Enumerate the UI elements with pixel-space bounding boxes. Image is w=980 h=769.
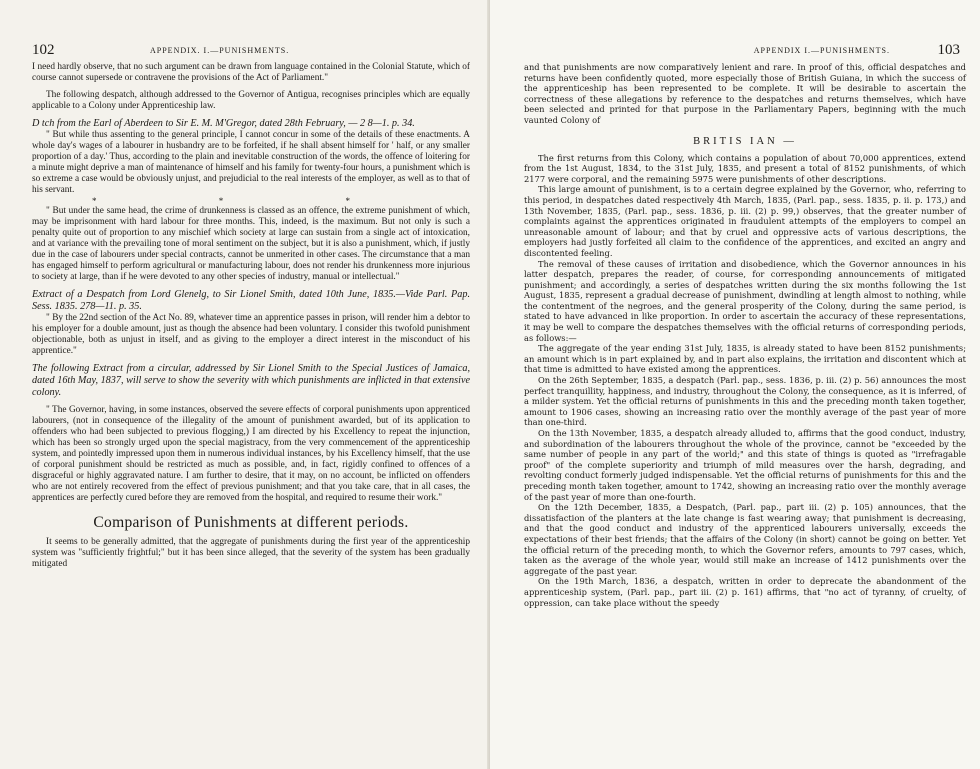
right-running-head bbox=[524, 40, 966, 62]
paragraph: The aggregate of the year ending 31st July, 1835, is already stated to have been 8152 punishments; an amount which is in part explained by, and in part also explains, the irritation and discontent which at that time is admitted to have existed among the apprentices. bbox=[524, 343, 966, 375]
left-running-title: APPENDIX. I.—PUNISHMENTS. bbox=[150, 46, 290, 55]
paragraph: On the 26th September, 1835, a despatch (Parl. pap., sess. 1836, p. iii. (2) p. 56) announces the most perfect tranquillity, happiness, and industry, throughout the Colony, the consequence, as it is inferred, of a milder system. Yet the official returns of punishments in this and the preceding month taken together, amount to 1906 cases, showing an increasing ratio over the monthly average of the past year of more than one-third. bbox=[524, 375, 966, 428]
paragraph: I need hardly observe, that no such argument can be drawn from language contained in the Colonial Statute, which of course cannot supersede or contravene the provisions of the Act of Parliament." bbox=[32, 62, 470, 83]
extract-heading: Extract of a Despatch from Lord Glenelg, to Sir Lionel Smith, dated 10th June, 1835.—Vide Parl. Pap. Sess. 1835. 278—11. p. 35. bbox=[32, 289, 470, 312]
paragraph: " But while thus assenting to the general principle, I cannot concur in some of the details of these enactments. A whole day's wages of a labourer in husbandry are to be forfeited, if he shall absent himself for ' half, or any smaller proportion of a day.' Thus, according to the plain and inevitable construction of the words, the offence of loitering for a minute might deprive a man of maintenance of himself and his family for twenty-four hours, a punishment which is so extreme a case would be obviously unjust, and prejudicial to the real interests of the employer, as well as to that of his servant. bbox=[32, 130, 470, 195]
paragraph: " But under the same head, the crime of drunkenness is classed as an offence, the extreme punishment of which, may be imprisonment with hard labour for three months. This, indeed, is the maximum. But not only is such a penalty quite out of proportion to any mischief which society at large can sustain from a single act of intoxication, and at variance with the prevailing tone of moral sentiment on the subject, but it is also a punishment, which, if justly due in the case of labourers under special contracts, cannot be unmerited in other cases. The circumstance that a man has engaged himself to perform agricultural or manufacturing labour, does not render his drunkenness more injurious to society at large, than if he were devoted to any other species of industry, manual or intellectual." bbox=[32, 206, 470, 282]
right-running-title: APPENDIX I.—PUNISHMENTS. bbox=[753, 46, 890, 55]
paragraph: The removal of these causes of irritation and disobedience, which the Governor announces in his latter despatch, prepares the reader, of course, for corresponding announcements of mitigated punishment; and accordingly, a series of despatches written during the six months following the 1st August, 1835, represent a gradual decrease of punishment, dwindling at length almost to nothing, while the contentment of the negroes, and the general prosperity of the Colony, during the same period, is stated to have advanced in like proportion. In order to ascertain the accuracy of these representations, it may be well to compare the despatches themselves with the official returns of corresponding periods, as follows:— bbox=[524, 258, 966, 343]
paragraph: The following despatch, although addressed to the Governor of Antigua, recognises principles which are equally applicable to a Colony under Apprenticeship law. bbox=[32, 90, 470, 111]
paragraph: " By the 22nd section of the Act No. 89, whatever time an apprentice passes in prison, will render him a debtor to his employer for a double amount, just as though the absence had been voluntary. I consider this twofold punishment objectionable, both as unjust in itself, and as giving to the employer a direct interest in the misconduct of his apprentice." bbox=[32, 313, 470, 356]
paragraph: On the 12th December, 1835, a Despatch, (Parl. pap., part iii. (2) p. 105) announces, that the dissatisfaction of the planters at the late change is fast wearing away; that punishment is decreasing, and that the good conduct and industry of the apprenticed labourers universally, exceeds the expectations of their best friends; that the affairs of the Colony (in short) cannot be going on better. Yet the official return of the preceding month, to which the Governor refers, amounts to 797 cases, which, taken as the average of the whole year, would still make an increase of 1412 punishments over the aggregate of the past year. bbox=[524, 502, 966, 576]
paragraph: " The Governor, having, in some instances, observed the severe effects of corporal punishments upon apprenticed labourers, (not in consequence of the illegality of the amount of punishment awarded, but of its application to offenders who had been subjected to previous flogging,) I am directed by his Excellency to repeat the injunction, which has been so strongly urged upon the special magistracy, from the very commencement of the apprenticeship system, and pointedly impressed upon them in numerous individual instances, by his Excellency himself, that the use of corporal punishment should be restricted as much as possible, and, in fact, rigidly confined to offences of a disgraceful or highly aggravated nature. I am further to desire, that it may, on no account, be inflicted on offenders who are not entirely recovered from the effect of previous punishment; and that you take care, that in all cases, the apprentices are perfectly cured before they are removed from the hospital, and required to resume their work." bbox=[32, 405, 470, 503]
paragraph: This large amount of punishment, is to a certain degree explained by the Governor, who, referring to this period, in despatches dated respectively 4th March, 1835, (Parl. pap., sess. 1835, p. ii. p. 173,) and 13th November, 1835, (Parl. pap., sess. 1836, p. iii. (2) p. 99,) observes, that the greater number of complaints against the apprentices originated in fraudulent attempts of the employers to compel an unreasonable amount of labour; and that by cruel and oppressive acts of various descriptions, the employers had justly forfeited all claim to the confidence of the apprentices, and excited an angry and discontented feeling. bbox=[524, 184, 966, 258]
right-page bbox=[490, 0, 980, 769]
paragraph: On the 13th November, 1835, a despatch already alluded to, affirms that the good conduct, industry, and subordination of the labourers throughout the whole of the province, cannot be "exceeded by the same number of people in any part of the world;" and this state of things is quoted as "irrefragable proof" of the complete superiority and triumph of mild measures over the harsh, degrading, and revolting conduct formerly judged indispensable. Yet the official returns of punishments for this and the preceding month taken together, amount to 1742, showing an increasing ratio over the monthly average of the past year of more than one-fourth. bbox=[524, 428, 966, 502]
paragraph: It seems to be generally admitted, that the aggregate of punishments during the first year of the apprenticeship system was "sufficiently frightful;" but it has been since alleged, that the severity of the system has been gradually mitigated bbox=[32, 537, 470, 569]
paragraph: The first returns from this Colony, which contains a population of about 70,000 apprentices, extend from the 1st August, 1834, to the 31st July, 1835, and present a total of 8152 punishments, of which 2177 were corporal, and the remaining 5975 were punishments of other descriptions. bbox=[524, 152, 966, 184]
colony-heading: BRITIS IAN — bbox=[693, 135, 797, 147]
section-break-stars: * * * bbox=[92, 196, 410, 206]
extract-heading: D tch from the Earl of Aberdeen to Sir E. M. M'Gregor, dated 28th February, — 2 8—1. p. 34. bbox=[32, 118, 415, 129]
right-page-number: 103 bbox=[937, 42, 960, 58]
extract-heading: The following Extract from a circular, addressed by Sir Lionel Smith to the Special Justices of Jamaica, dated 16th May, 1837, will serve to show the severity with which punishments are inflicted in that extensive colony. bbox=[32, 363, 470, 398]
paragraph: On the 19th March, 1836, a despatch, written in order to deprecate the abandonment of the apprenticeship system, (Parl. pap., part iii. (2) p. 161) affirms, that "no act of tyranny, of cruelty, of oppression, can take place without the speedy bbox=[524, 576, 966, 608]
left-running-head bbox=[32, 40, 470, 62]
left-page-number: 102 bbox=[32, 42, 55, 58]
section-heading: Comparison of Punishments at different periods. bbox=[93, 514, 409, 531]
paragraph: and that punishments are now comparatively lenient and rare. In proof of this, official despatches and returns have been confidently quoted, more especially those of British Guiana, in which the success of the apprenticeship has been represented to be complete. It will be desirable to ascertain the correctness of these allegations by reference to the despatches and returns themselves, which have been selected and printed for that purpose in the Parliamentary Papers, beginning with the much vaunted Colony of bbox=[524, 62, 966, 125]
